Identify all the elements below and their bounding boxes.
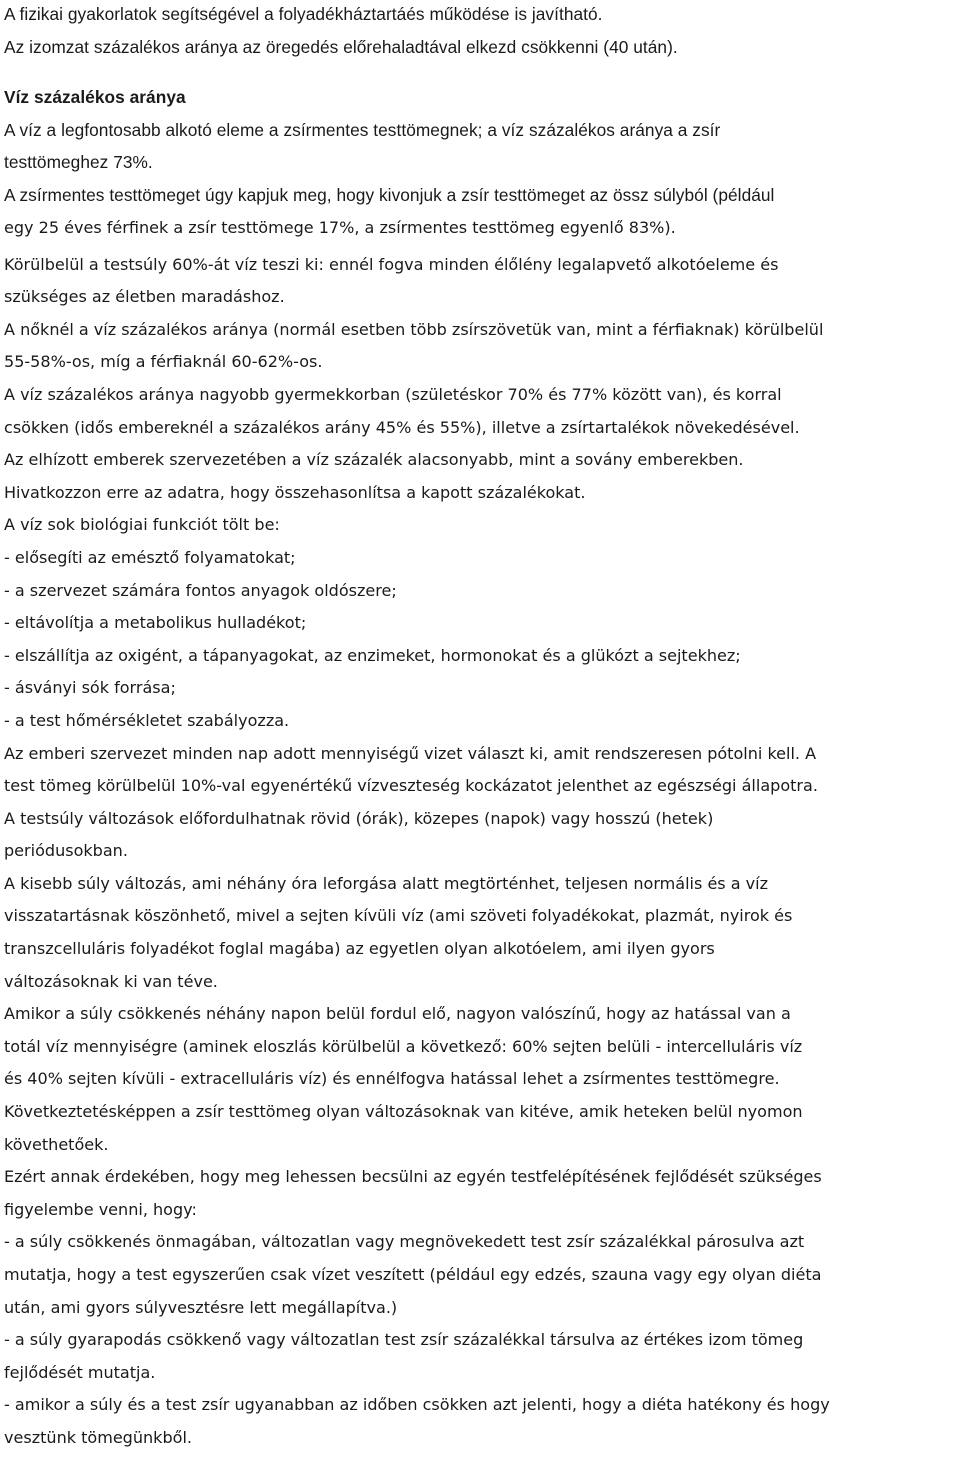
list-item: után, ami gyors súlyvesztésre lett megállapítva.): [4, 1297, 398, 1317]
paragraph-line: transzcelluláris folyadékot foglal magába) az egyetlen olyan alkotóelem, ami ilyen gyors: [4, 939, 715, 959]
list-item: - eltávolítja a metabolikus hulladékot;: [4, 613, 307, 633]
paragraph-line: A kisebb súly változás, ami néhány óra leforgása alatt megtörténhet, teljesen normális és a víz: [4, 873, 769, 893]
paragraph-line: csökken (idős embereknél a százalékos arány 45% és 55%), illetve a zsírtartalékok növekedésével.: [4, 417, 800, 437]
fat-free-mass-block: [4, 179, 958, 212]
list-item: mutatja, hogy a test egyszerűen csak vízet veszített (például egy edzés, szauna vagy egy olyan diéta: [4, 1265, 822, 1284]
list-item: - amikor a súly és a test zsír ugyanabban az időben csökken azt jelenti, hogy a diéta hatékony és hogy: [4, 1395, 830, 1415]
paragraph-line: A testsúly változások előfordulhatnak rövid (órák), közepes (napok) vagy hosszú (hetek): [4, 808, 714, 828]
paragraph-line: test tömeg körülbelül 10%-val egyenértékű vízveszteség kockázatot jelenthet az egészségi állapotra.: [4, 776, 818, 796]
paragraph-line: Ezért annak érdekében, hogy meg lehessen becsülni az egyén testfelépítésének fejlődését szükséges: [4, 1167, 822, 1187]
paragraph-line: A nőknél a víz százalékos aránya (normál esetben több zsírszövetük van, mint a férfiaknak) körülbelül: [4, 319, 824, 339]
list-item: - a súly gyarapodás csökkenő vagy változatlan test zsír százalékkal társulva az értékes izom tömeg: [4, 1330, 804, 1350]
list-item: - a szervezet számára fontos anyagok oldószere;: [4, 580, 397, 600]
section-block: [4, 81, 958, 179]
paragraph-line: és 40% sejten kívüli - extracelluláris víz) és ennélfogva hatással lehet a zsírmentes testtömegre.: [4, 1069, 780, 1089]
paragraph-line: totál víz mennyiségre (aminek eloszlás körülbelül a következő: 60% sejten belüli - intercelluláris víz: [4, 1036, 803, 1056]
paragraph-line: Amikor a súly csökkenés néhány napon belül fordul elő, nagyon valószínű, hogy az hatással van a: [4, 1004, 791, 1024]
paragraph-line: Következtetésképpen a zsír testtömeg olyan változásoknak van kitéve, amik heteken belül nyomon: [4, 1102, 803, 1122]
list-item: - ásványi sók forrása;: [4, 678, 176, 698]
paragraph-line: A víz sok biológiai funkciót tölt be:: [4, 515, 280, 535]
paragraph-line: Hivatkozzon erre az adatra, hogy összehasonlítsa a kapott százalékokat.: [4, 482, 586, 502]
list-item: - elősegíti az emésztő folyamatokat;: [4, 547, 296, 567]
intro-line-1: A fizikai gyakorlatok segítségével a folyadékháztartáés működése is javítható.: [4, 4, 603, 24]
paragraph-line: változásoknak ki van téve.: [4, 971, 218, 991]
paragraph-line: Az elhízott emberek szervezetében a víz százalék alacsonyabb, mint a sovány emberekben.: [4, 450, 744, 470]
intro-line-2: Az izomzat százalékos aránya az öregedés előrehaladtával elkezd csökkenni (40 után).: [4, 36, 678, 57]
paragraph-line: Az emberi szervezet minden nap adott mennyiségű vizet választ ki, amit rendszeresen pótolni kell. A: [4, 743, 817, 763]
section-heading: Víz százalékos aránya: [4, 87, 186, 107]
paragraph-line: A víz százalékos aránya nagyobb gyermekkorban (születéskor 70% és 77% között van), és korral: [4, 384, 782, 404]
section-line-2: testtömeghez 73%.: [4, 152, 153, 172]
list-item: - elszállítja az oxigént, a tápanyagokat, az enzimeket, hormonokat és a glükózt a sejtekhez;: [4, 645, 741, 665]
paragraph-line: szükséges az életben maradáshoz.: [4, 287, 285, 307]
section-line-1: A víz a legfontosabb alkotó eleme a zsírmentes testtömegnek; a víz százalékos aránya a zsír: [4, 119, 721, 140]
main-text-block: [4, 212, 958, 1455]
list-item: vesztünk tömegünkből.: [4, 1427, 192, 1447]
paragraph-line: egy 25 éves férfinek a zsír testtömege 17%, a zsírmentes testtömeg egyenlő 83%).: [4, 218, 676, 237]
intro-block: [4, 0, 958, 63]
list-item: - a test hőmérsékletet szabályozza.: [4, 710, 290, 730]
paragraph-line: 55-58%-os, míg a férfiaknál 60-62%-os.: [4, 352, 323, 372]
paragraph-line: Körülbelül a testsúly 60%-át víz teszi ki: ennél fogva minden élőlény legalapvető alkotóeleme és: [4, 254, 779, 274]
paragraph-line: A zsírmentes testtömeget úgy kapjuk meg, hogy kivonjuk a zsír testtömeget az össz súlyból (például: [4, 185, 775, 205]
list-item: - a súly csökkenés önmagában, változatlan vagy megnövekedett test zsír százalékkal párosulva azt: [4, 1232, 805, 1252]
paragraph-line: követhetőek.: [4, 1134, 109, 1154]
list-item: fejlődését mutatja.: [4, 1362, 156, 1382]
paragraph-line: periódusokban.: [4, 841, 128, 861]
paragraph-line: visszatartásnak köszönhető, mivel a sejten kívüli víz (ami szöveti folyadékokat, plazmát, nyirok és: [4, 906, 793, 926]
paragraph-line: figyelembe venni, hogy:: [4, 1199, 197, 1219]
